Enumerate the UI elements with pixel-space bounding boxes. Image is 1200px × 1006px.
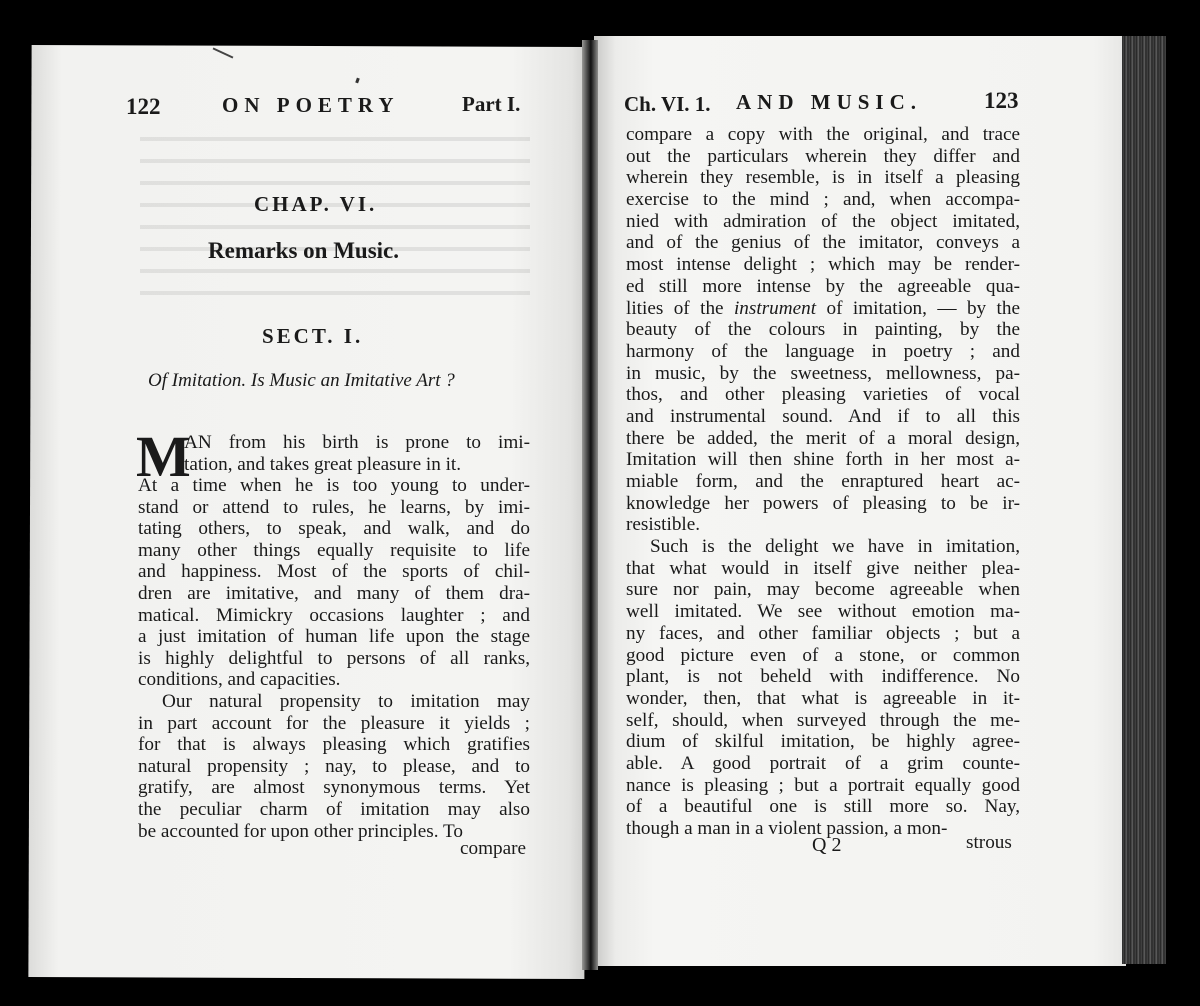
text-line: ny faces, and other familiar objects ; but a xyxy=(626,622,1020,644)
text-line: many other things equally requisite to life xyxy=(138,539,530,561)
chapter-title: Remarks on Music. xyxy=(208,238,400,263)
text-line: sure nor pain, may become agreeable when xyxy=(626,579,1020,601)
text-line: be accounted for upon other principles. To xyxy=(138,820,463,842)
text-line: dren are imitative, and many of them dra- xyxy=(138,582,530,604)
text-line: in part account for the pleasure it yields ; xyxy=(138,712,530,734)
text-line: gratify, are almost synonymous terms. Yet xyxy=(138,777,530,799)
chapter-heading: CHAP. VI. xyxy=(254,192,378,216)
right-chapter-ref: Ch. VI. 1. xyxy=(624,92,711,116)
text-line: there be added, the merit of a moral design, xyxy=(626,427,1020,449)
text-line: exercise to the mind ; and, when accompa- xyxy=(626,189,1020,211)
text-line: ed still more intense by the agreeable qua- xyxy=(626,275,1020,297)
text-line: self, should, when surveyed through the me- xyxy=(626,709,1020,731)
left-catchword: compare xyxy=(460,838,527,859)
text-line: that what would in itself give neither plea- xyxy=(626,557,1020,579)
text-line: good picture even of a stone, or common xyxy=(626,644,1020,666)
text-line: most intense delight ; which may be render- xyxy=(626,254,1020,276)
text-line: natural propensity ; nay, to please, and to xyxy=(138,755,530,777)
text-line: nied with admiration of the object imitated, xyxy=(626,210,1020,232)
text-line: resistible. xyxy=(626,514,701,536)
text-line: wonder, then, that what is agreeable in it- xyxy=(626,687,1020,709)
text-line: the peculiar charm of imitation may also xyxy=(138,798,530,820)
signature-mark: Q 2 xyxy=(812,834,842,856)
text-line: a just imitation of human life upon the stage xyxy=(138,626,530,648)
right-catchword: strous xyxy=(966,832,1012,853)
show-through-text xyxy=(140,128,530,308)
text-line: well imitated. We see without emotion ma- xyxy=(626,601,1020,623)
drop-cap: M xyxy=(136,424,191,489)
book-gutter xyxy=(582,40,598,970)
right-running-title: AND MUSIC. xyxy=(736,90,922,114)
text-line: nance is pleasing ; but a portrait equally good xyxy=(626,774,1020,796)
left-running-title: ON POETRY xyxy=(222,93,400,117)
text-line: At a time when he is too young to under- xyxy=(138,475,530,496)
drop-cap-lines xyxy=(184,432,530,475)
right-body-text xyxy=(626,124,1020,840)
text-line: miable form, and the enraptured heart ac- xyxy=(626,471,1020,492)
text-line: in music, by the sweetness, mellowness, pa- xyxy=(626,362,1020,384)
text-line: lities of the instrument of imitation, — by the xyxy=(626,297,1020,319)
italic-word: instrument xyxy=(733,297,817,319)
text-line: matical. Mimickry occasions laughter ; and xyxy=(138,604,530,626)
left-body-text xyxy=(138,475,530,842)
text-line: conditions, and capacities. xyxy=(138,669,341,691)
text-line: Imitation will then shine forth in her most a- xyxy=(626,449,1020,471)
text-line: knowledge her powers of pleasing to be ir- xyxy=(626,492,1020,514)
text-line: compare a copy with the original, and trace xyxy=(626,124,1020,145)
text-line: and happiness. Most of the sports of chil- xyxy=(138,561,530,583)
left-part-label: Part I. xyxy=(462,92,521,116)
text-line: thos, and other pleasing varieties of vocal xyxy=(626,384,1020,406)
text-line: and of the genius of the imitator, conveys a xyxy=(626,232,1020,254)
text-line: out the particulars wherein they differ and xyxy=(626,145,1020,167)
text-line: tating others, to speak, and walk, and do xyxy=(138,518,530,540)
text-line: beauty of the colours in painting, by the xyxy=(626,319,1020,341)
text-line: able. A good portrait of a grim counte- xyxy=(626,752,1020,774)
text-line: AN from his birth is prone to imi- xyxy=(184,432,530,453)
text-line: of a beautiful one is still more so. Nay, xyxy=(626,796,1020,818)
text-line: and instrumental sound. And if to all this xyxy=(626,405,1020,427)
text-line: Our natural propensity to imitation may xyxy=(162,690,530,712)
text-line: harmony of the language in poetry ; and xyxy=(626,340,1020,362)
text-line: is highly delightful to persons of all ranks, xyxy=(138,647,530,669)
section-heading: SECT. I. xyxy=(262,324,364,348)
text-line: plant, is not beheld with indifference. No xyxy=(626,666,1020,688)
section-subtitle: Of Imitation. Is Music an Imitative Art ? xyxy=(148,370,455,391)
text-line: Such is the delight we have in imitation, xyxy=(650,536,1020,558)
text-line: dium of skilful imitation, be highly agree- xyxy=(626,731,1020,753)
text-line: wherein they resemble, is in itself a pleasing xyxy=(626,167,1020,189)
right-page-number: 123 xyxy=(984,88,1019,113)
text-line: tation, and takes great pleasure in it. xyxy=(184,453,462,475)
text-line: stand or attend to rules, he learns, by imi- xyxy=(138,496,530,518)
text-line: though a man in a violent passion, a mon- xyxy=(626,818,948,839)
page-edges xyxy=(1122,36,1166,964)
text-line: for that is always pleasing which gratifies xyxy=(138,734,530,756)
left-page-number: 122 xyxy=(126,94,161,119)
